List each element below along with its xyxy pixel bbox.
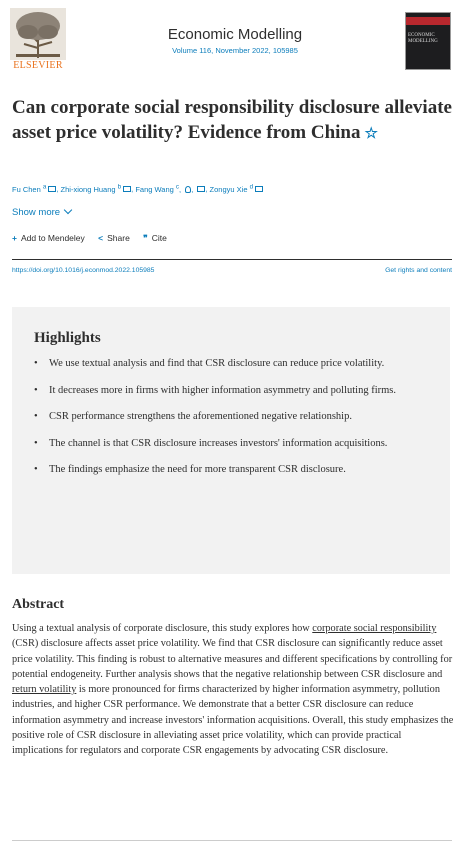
author-link[interactable]: Zongyu Xie $^d$ bbox=[210, 185, 264, 194]
highlight-item: • We use textual analysis and find that CSR disclosure can reduce price volatility. bbox=[34, 357, 434, 372]
mail-icon bbox=[197, 186, 205, 192]
person-icon bbox=[185, 186, 191, 193]
article-title-text: Can corporate social responsibility disclosure alleviate asset price volatility? Evidence from China bbox=[12, 97, 452, 143]
journal-header bbox=[0, 0, 469, 78]
article-actions bbox=[12, 233, 178, 244]
divider bbox=[12, 840, 452, 841]
show-more-button[interactable]: Show more bbox=[12, 207, 71, 218]
author-link[interactable]: Fang Wang $^c$, , bbox=[135, 185, 205, 194]
abstract-text: Using a textual analysis of corporate disclosure, this study explores how corporate social responsibility (CSR) disclosure affects asset price volatility. We find that CSR disclosure can significantly reduce asset price volatility. This finding is robust to alternative measures and different specifications by controlling for potential endogeneity. Further analysis shows that the negative relationship between CSR disclosure and return volatility is more pronounced for firms characterized by higher information asymmetry, pollution industries, and higher CSR performance. We demonstrate that a better CSR disclosure can reduce information asymmetry and increase investors' information acquisitions. Overall, this study emphasizes the positive role of CSR disclosure in alleviating asset price volatility, which can provide practical implications for regulators and corporate CSR engagements by advocating CSR disclosure. bbox=[12, 623, 454, 757]
journal-cover-image[interactable] bbox=[405, 12, 451, 70]
mail-icon bbox=[123, 186, 131, 192]
cite-button[interactable]: ❞ Cite bbox=[143, 233, 167, 243]
plus-icon: + bbox=[12, 233, 17, 243]
topic-link[interactable]: return volatility bbox=[12, 684, 77, 696]
doi-row bbox=[12, 259, 452, 274]
highlight-item: • The channel is that CSR disclosure increases investors' information acquisitions. bbox=[34, 437, 434, 452]
rights-link[interactable]: Get rights and content bbox=[385, 267, 452, 274]
share-icon: < bbox=[98, 233, 104, 243]
star-icon[interactable]: ☆ bbox=[364, 126, 378, 142]
journal-title[interactable]: Economic Modelling bbox=[167, 26, 303, 43]
abstract-title: Abstract bbox=[12, 597, 65, 612]
chevron-down-icon bbox=[64, 206, 72, 214]
author-list: Fu Chen $^a$ , Zhi-xiong Huang $^b$ , Fang Wang $^c$, , , Zongyu Xie $^d$ bbox=[12, 183, 462, 194]
article-title bbox=[12, 95, 452, 147]
doi-link[interactable]: https://doi.org/10.1016/j.econmod.2022.105985 bbox=[12, 267, 155, 274]
quote-icon: ❞ bbox=[143, 233, 148, 243]
add-to-mendeley-button[interactable]: + Add to Mendeley bbox=[12, 233, 85, 243]
highlight-item: • It decreases more in firms with higher information asymmetry and polluting firms. bbox=[34, 384, 434, 399]
mail-icon bbox=[48, 186, 56, 192]
highlights-box bbox=[12, 307, 450, 574]
mail-icon bbox=[255, 186, 263, 192]
highlight-item: • The findings emphasize the need for more transparent CSR disclosure. bbox=[34, 463, 434, 478]
highlight-item: • CSR performance strengthens the aforementioned negative relationship. bbox=[34, 410, 434, 425]
cover-title: ECONOMIC MODELLING bbox=[408, 33, 438, 44]
highlights-list bbox=[34, 357, 434, 490]
share-button[interactable]: < Share bbox=[98, 233, 130, 243]
highlights-title: Highlights bbox=[34, 330, 101, 346]
publisher-name: ELSEVIER bbox=[13, 60, 63, 71]
volume-info[interactable]: Volume 116, November 2022, 105985 bbox=[172, 46, 298, 55]
author-link[interactable]: Zhi-xiong Huang $^b$ bbox=[61, 185, 132, 194]
topic-link[interactable]: corporate social responsibility bbox=[312, 623, 437, 634]
author-link[interactable]: Fu Chen $^a$ bbox=[12, 185, 56, 194]
cover-band bbox=[406, 17, 451, 25]
